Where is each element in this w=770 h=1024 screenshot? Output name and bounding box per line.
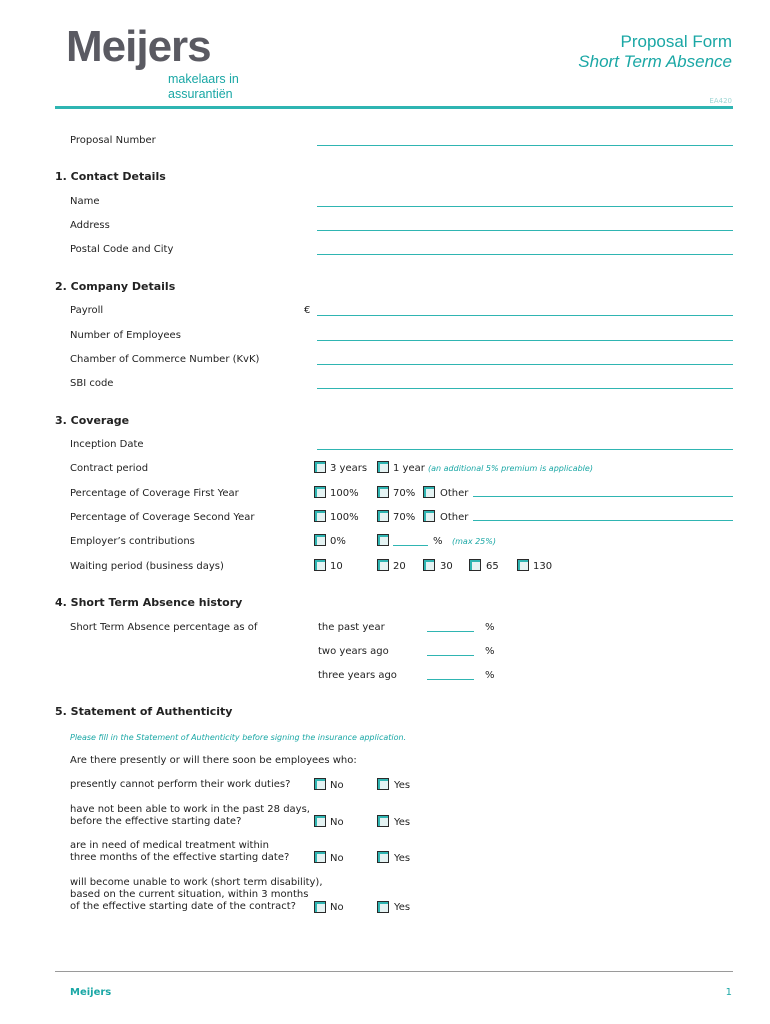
past-year-field[interactable] xyxy=(427,631,474,632)
employees-label: Number of Employees xyxy=(70,330,181,341)
absence-percentage-label: Short Term Absence percentage as of xyxy=(70,622,258,633)
checkbox-second-100[interactable] xyxy=(314,510,326,522)
company-logo: Meijers xyxy=(66,22,211,71)
section-heading-history: 4. Short Term Absence history xyxy=(55,596,243,609)
contract-period-label: Contract period xyxy=(70,463,149,474)
checkbox-waiting-20[interactable] xyxy=(377,559,389,571)
checkbox-q1-yes[interactable] xyxy=(377,778,389,790)
option-second-100: 100% xyxy=(330,512,359,523)
payroll-field[interactable] xyxy=(317,315,733,316)
checkbox-q4-no[interactable] xyxy=(314,901,326,913)
postal-city-field[interactable] xyxy=(317,254,733,255)
option-waiting-30: 30 xyxy=(440,561,453,572)
logo-tagline-line-1: makelaars in xyxy=(168,72,239,86)
past-year-percent: % xyxy=(485,622,495,633)
checkbox-q1-no[interactable] xyxy=(314,778,326,790)
proposal-number-label: Proposal Number xyxy=(70,135,156,146)
employees-field[interactable] xyxy=(317,340,733,341)
second-other-field[interactable] xyxy=(473,520,733,521)
option-1-year: 1 year xyxy=(393,463,425,474)
checkbox-q2-no[interactable] xyxy=(314,815,326,827)
three-years-ago-label: three years ago xyxy=(318,670,397,681)
checkbox-contrib-0[interactable] xyxy=(314,534,326,546)
q3-no-label: No xyxy=(330,853,344,864)
premium-note: (an additional 5% premium is applicable) xyxy=(428,464,593,473)
checkbox-q3-yes[interactable] xyxy=(377,851,389,863)
q2-no-label: No xyxy=(330,817,344,828)
q4-yes-label: Yes xyxy=(394,902,411,913)
question-4-line-1: will become unable to work (short term disability), xyxy=(70,877,323,888)
question-4-line-3: of the effective starting date of the contract? xyxy=(70,901,296,912)
two-years-ago-field[interactable] xyxy=(427,655,474,656)
three-years-ago-field[interactable] xyxy=(427,679,474,680)
checkbox-waiting-10[interactable] xyxy=(314,559,326,571)
coverage-second-year-label: Percentage of Coverage Second Year xyxy=(70,512,255,523)
statement-intro: Are there presently or will there soon be employees who: xyxy=(70,755,357,766)
page-number: 1 xyxy=(725,987,732,998)
q1-no-label: No xyxy=(330,780,344,791)
name-field[interactable] xyxy=(317,206,733,207)
form-subtitle: Short Term Absence xyxy=(578,52,732,71)
option-waiting-20: 20 xyxy=(393,561,406,572)
euro-symbol: € xyxy=(304,305,311,316)
q3-yes-label: Yes xyxy=(394,853,411,864)
footer-divider xyxy=(55,971,733,972)
checkbox-second-other[interactable] xyxy=(423,510,435,522)
contrib-max-note: (max 25%) xyxy=(452,537,496,546)
checkbox-waiting-30[interactable] xyxy=(423,559,435,571)
checkbox-q4-yes[interactable] xyxy=(377,901,389,913)
name-label: Name xyxy=(70,196,100,207)
checkbox-q3-no[interactable] xyxy=(314,851,326,863)
checkbox-first-100[interactable] xyxy=(314,486,326,498)
option-3-years: 3 years xyxy=(330,463,368,474)
past-year-label: the past year xyxy=(318,622,385,633)
kvk-field[interactable] xyxy=(317,364,733,365)
address-label: Address xyxy=(70,220,110,231)
question-2-line-2: before the effective starting date? xyxy=(70,816,242,827)
option-first-70: 70% xyxy=(393,488,416,499)
option-first-100: 100% xyxy=(330,488,359,499)
contrib-percent-sign: % xyxy=(433,536,443,547)
option-waiting-65: 65 xyxy=(486,561,499,572)
statement-instruction: Please fill in the Statement of Authenticity before signing the insurance application. xyxy=(70,733,407,742)
coverage-first-year-label: Percentage of Coverage First Year xyxy=(70,488,239,499)
form-title: Proposal Form xyxy=(620,32,732,51)
section-heading-contact: 1. Contact Details xyxy=(55,170,166,183)
question-3-line-2: three months of the effective starting date? xyxy=(70,852,290,863)
inception-field[interactable] xyxy=(317,449,733,450)
option-second-other: Other xyxy=(440,512,469,523)
question-3-line-1: are in need of medical treatment within xyxy=(70,840,269,851)
option-first-other: Other xyxy=(440,488,469,499)
q4-no-label: No xyxy=(330,902,344,913)
contrib-percentage-field[interactable] xyxy=(393,545,428,546)
inception-label: Inception Date xyxy=(70,439,144,450)
checkbox-3-years[interactable] xyxy=(314,461,326,473)
footer-brand: Meijers xyxy=(70,987,112,998)
q2-yes-label: Yes xyxy=(394,817,411,828)
header-divider xyxy=(55,106,733,109)
option-waiting-10: 10 xyxy=(330,561,343,572)
form-code: EA420 xyxy=(709,97,732,105)
two-years-ago-percent: % xyxy=(485,646,495,657)
three-years-ago-percent: % xyxy=(485,670,495,681)
sbi-label: SBI code xyxy=(70,378,114,389)
address-field[interactable] xyxy=(317,230,733,231)
sbi-field[interactable] xyxy=(317,388,733,389)
checkbox-q2-yes[interactable] xyxy=(377,815,389,827)
checkbox-contrib-custom[interactable] xyxy=(377,534,389,546)
option-second-70: 70% xyxy=(393,512,416,523)
employer-contributions-label: Employer’s contributions xyxy=(70,536,195,547)
proposal-number-field[interactable] xyxy=(317,145,733,146)
checkbox-first-70[interactable] xyxy=(377,486,389,498)
question-1: presently cannot perform their work duties? xyxy=(70,779,291,790)
two-years-ago-label: two years ago xyxy=(318,646,389,657)
section-heading-company: 2. Company Details xyxy=(55,280,176,293)
checkbox-1-year[interactable] xyxy=(377,461,389,473)
q1-yes-label: Yes xyxy=(394,780,411,791)
postal-city-label: Postal Code and City xyxy=(70,244,174,255)
waiting-period-label: Waiting period (business days) xyxy=(70,561,224,572)
section-heading-statement: 5. Statement of Authenticity xyxy=(55,705,233,718)
checkbox-waiting-130[interactable] xyxy=(517,559,529,571)
option-contrib-0: 0% xyxy=(330,536,346,547)
option-waiting-130: 130 xyxy=(533,561,553,572)
logo-tagline-line-2: assurantiën xyxy=(168,87,233,101)
question-4-line-2: based on the current situation, within 3 months xyxy=(70,889,309,900)
section-heading-coverage: 3. Coverage xyxy=(55,414,130,427)
question-2-line-1: have not been able to work in the past 28 days, xyxy=(70,804,310,815)
payroll-label: Payroll xyxy=(70,305,104,316)
checkbox-waiting-65[interactable] xyxy=(469,559,481,571)
first-other-field[interactable] xyxy=(473,496,733,497)
checkbox-second-70[interactable] xyxy=(377,510,389,522)
kvk-label: Chamber of Commerce Number (KvK) xyxy=(70,354,260,365)
checkbox-first-other[interactable] xyxy=(423,486,435,498)
